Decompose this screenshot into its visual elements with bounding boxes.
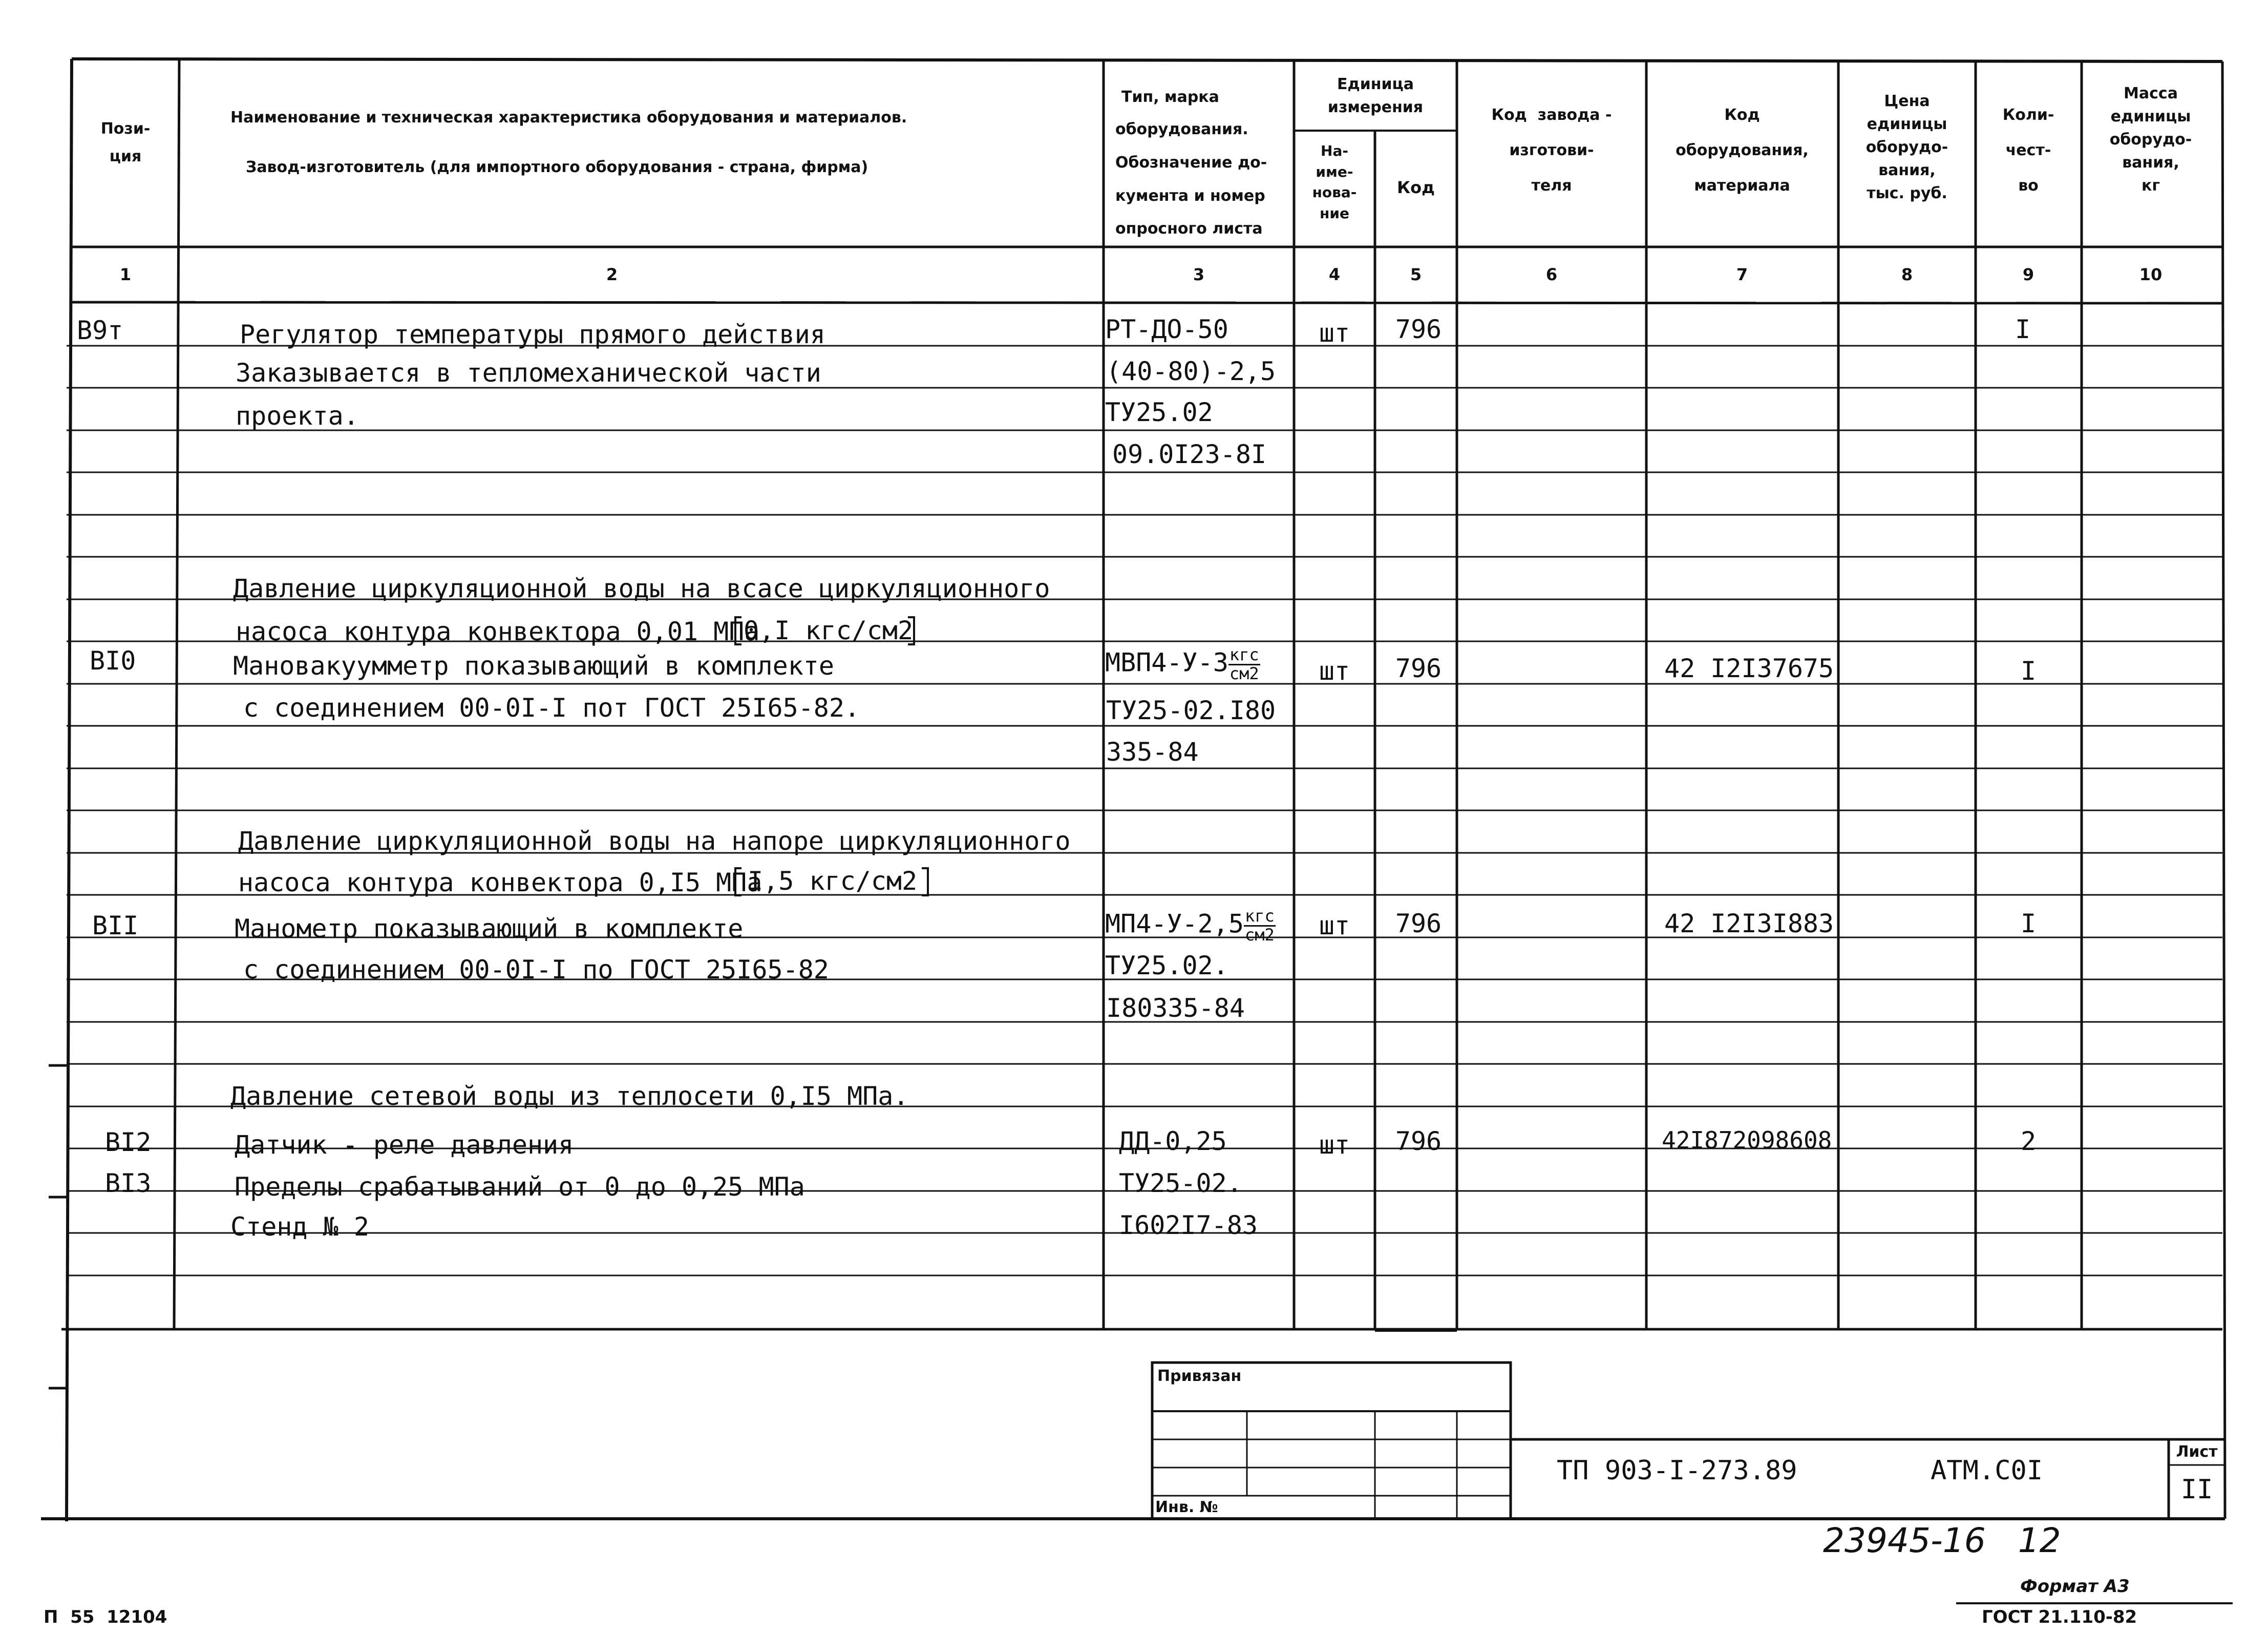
row-b10-unit: шт <box>1319 656 1350 686</box>
row-b10-quantity: I <box>2020 656 2037 686</box>
header-type-line5: опросного листа <box>1115 220 1263 238</box>
sheet-label: Лист <box>2176 1443 2218 1461</box>
row-2-name: Заказывается в тепломеханической части <box>236 358 821 388</box>
row-b11-type <box>1105 908 1276 944</box>
row-b13-type: ТУ25-02. <box>1119 1168 1242 1198</box>
row-17-type: ТУ25.02. <box>1105 951 1228 980</box>
row-2-type: (40-80)-2,5 <box>1106 357 1276 386</box>
group-1-line-2: насоса контура конвектора 0,01 МПа <box>236 617 760 646</box>
header-unit-group: Единица измерения <box>1327 75 1424 116</box>
header-plant-code: Код завода - изготови- теля <box>1491 106 1612 195</box>
row-b9-position: В9т <box>77 316 123 345</box>
row-3-name: проекта. <box>236 401 359 431</box>
header-type-line3: Обозначение до- <box>1115 154 1267 172</box>
row-b12-position: BI2 <box>105 1127 152 1157</box>
row-b13-name: Пределы срабатываний от 0 до 0,25 МПа <box>235 1172 805 1202</box>
row-b11-quantity: I <box>2020 909 2037 938</box>
row-b12-name: Датчик - реле давления <box>235 1130 574 1160</box>
column-number-8: 8 <box>1901 265 1913 284</box>
header-type-line4: кумента и номер <box>1115 187 1265 205</box>
row-b10-code: 796 <box>1395 654 1442 683</box>
header-price: Цена единицы оборудо- вания, тыс. руб. <box>1866 92 1948 202</box>
row-b10-type-denominator: см2 <box>1229 663 1259 683</box>
row-b13-position: BI3 <box>105 1168 152 1198</box>
column-number-3: 3 <box>1193 265 1205 284</box>
row-17-name: с соединением 00-0I-I по ГОСТ 25I65-82 <box>243 955 829 985</box>
header-name-line2: Завод-изготовитель (для импортного оборудования - страна, фирма) <box>246 158 868 176</box>
row-b11-equipment-code: 42 I2I3I883 <box>1664 909 1834 938</box>
row-b10-equipment-code: 42 I2I37675 <box>1664 654 1834 683</box>
row-b11-type-prefix: МП4-У-2,5 <box>1105 909 1244 939</box>
group-2-bracket-value: I,5 кгс/см2 <box>748 866 918 896</box>
row-b11-name: Манометр показывающий в комплекте <box>235 914 744 944</box>
row-b9-code: 796 <box>1395 315 1442 344</box>
row-b10-name: Мановакуумметр показывающий в комплекте <box>233 651 834 681</box>
row-12-type: 335-84 <box>1106 737 1199 767</box>
row-b10-type-prefix: МВП4-У-3 <box>1105 647 1228 678</box>
row-b10-type-fraction <box>1228 646 1260 682</box>
header-position: Пози- ция <box>100 120 151 165</box>
sheet-number: II <box>2180 1474 2213 1505</box>
row-b9-unit: шт <box>1319 318 1350 348</box>
title-block-inventory-label: Инв. № <box>1155 1498 1218 1516</box>
column-number-2: 2 <box>606 265 618 284</box>
row-b12-code: 796 <box>1395 1126 1442 1156</box>
row-b12-quantity: 2 <box>2020 1126 2037 1156</box>
row-11-type: ТУ25-02.I80 <box>1106 696 1276 725</box>
row-b10-type-numerator: кгс <box>1229 645 1259 664</box>
row-b12-type: ДД-0,25 <box>1119 1126 1227 1156</box>
row-b9-quantity: I <box>2015 315 2031 344</box>
row-b11-code: 796 <box>1395 909 1442 938</box>
group-1-line-1: Давление циркуляционной воды на всасе циркуляционного <box>233 574 1050 603</box>
header-mass: Масса единицы оборудо- вания, кг <box>2109 85 2192 195</box>
column-number-10: 10 <box>2139 265 2163 284</box>
document-mark: АТМ.С0I <box>1931 1455 2043 1486</box>
column-number-5: 5 <box>1410 265 1422 284</box>
format-label: Формат А3 <box>2020 1576 2130 1597</box>
row-18-type: I80335-84 <box>1106 993 1245 1023</box>
group-3-line-1: Давление сетевой воды из теплосети 0,I5 МПа. <box>230 1081 909 1111</box>
group-2-line-1: Давление циркуляционной воды на напоре циркуляционного <box>238 826 1071 856</box>
row-b11-type-fraction <box>1244 908 1276 944</box>
header-quantity: Коли- чест- во <box>2002 106 2054 195</box>
group-1-bracket-value: 0,I кгс/см2 <box>744 616 914 645</box>
row-b12-equipment-code: 42I872098608 <box>1662 1126 1832 1154</box>
row-23-name: Стенд № 2 <box>230 1212 369 1242</box>
handwritten-archive-number: 23945-16 12 <box>1823 1521 2061 1560</box>
row-b10-type <box>1105 646 1260 682</box>
row-4-type: 09.0I23-8I <box>1112 439 1267 469</box>
row-b11-type-denominator: см2 <box>1244 925 1275 945</box>
group-2-line-2: насоса контура конвектора 0,I5 МПа <box>238 868 762 897</box>
row-b10-position: BI0 <box>90 646 136 676</box>
standard-label: ГОСТ 21.110-82 <box>1982 1607 2137 1627</box>
row-11-name: с соединением 00-0I-I пот ГОСТ 25I65-82. <box>243 693 860 723</box>
title-block-attached-label: Привязан <box>1157 1367 1242 1385</box>
header-type-line1: Тип, марка <box>1121 88 1219 106</box>
header-name-line1: Наименование и техническая характеристика оборудования и материалов. <box>230 109 907 127</box>
row-23-type: I602I7-83 <box>1119 1210 1258 1240</box>
column-number-6: 6 <box>1545 265 1558 284</box>
column-number-4: 4 <box>1328 265 1341 284</box>
row-3-type: ТУ25.02 <box>1105 397 1213 427</box>
row-b9-name: Регулятор температуры прямого действия <box>240 320 825 349</box>
column-number-7: 7 <box>1736 265 1748 284</box>
row-b12-unit: шт <box>1319 1130 1350 1160</box>
document-code: ТП 903-I-273.89 <box>1557 1455 1797 1486</box>
header-unit-code: Код <box>1397 178 1435 197</box>
header-type-line2: оборудования. <box>1115 120 1248 138</box>
row-b9-type: РТ-ДО-50 <box>1105 315 1228 344</box>
header-unit-name: На- име- нова- ние <box>1312 142 1357 222</box>
column-number-9: 9 <box>2022 265 2034 284</box>
header-equipment-code: Код оборудования, материала <box>1676 106 1809 195</box>
row-b11-type-numerator: кгс <box>1244 906 1275 926</box>
row-b11-position: BII <box>92 911 139 940</box>
form-code: П 55 12104 <box>44 1607 167 1627</box>
column-number-1: 1 <box>119 265 132 284</box>
row-b11-unit: шт <box>1319 911 1350 940</box>
